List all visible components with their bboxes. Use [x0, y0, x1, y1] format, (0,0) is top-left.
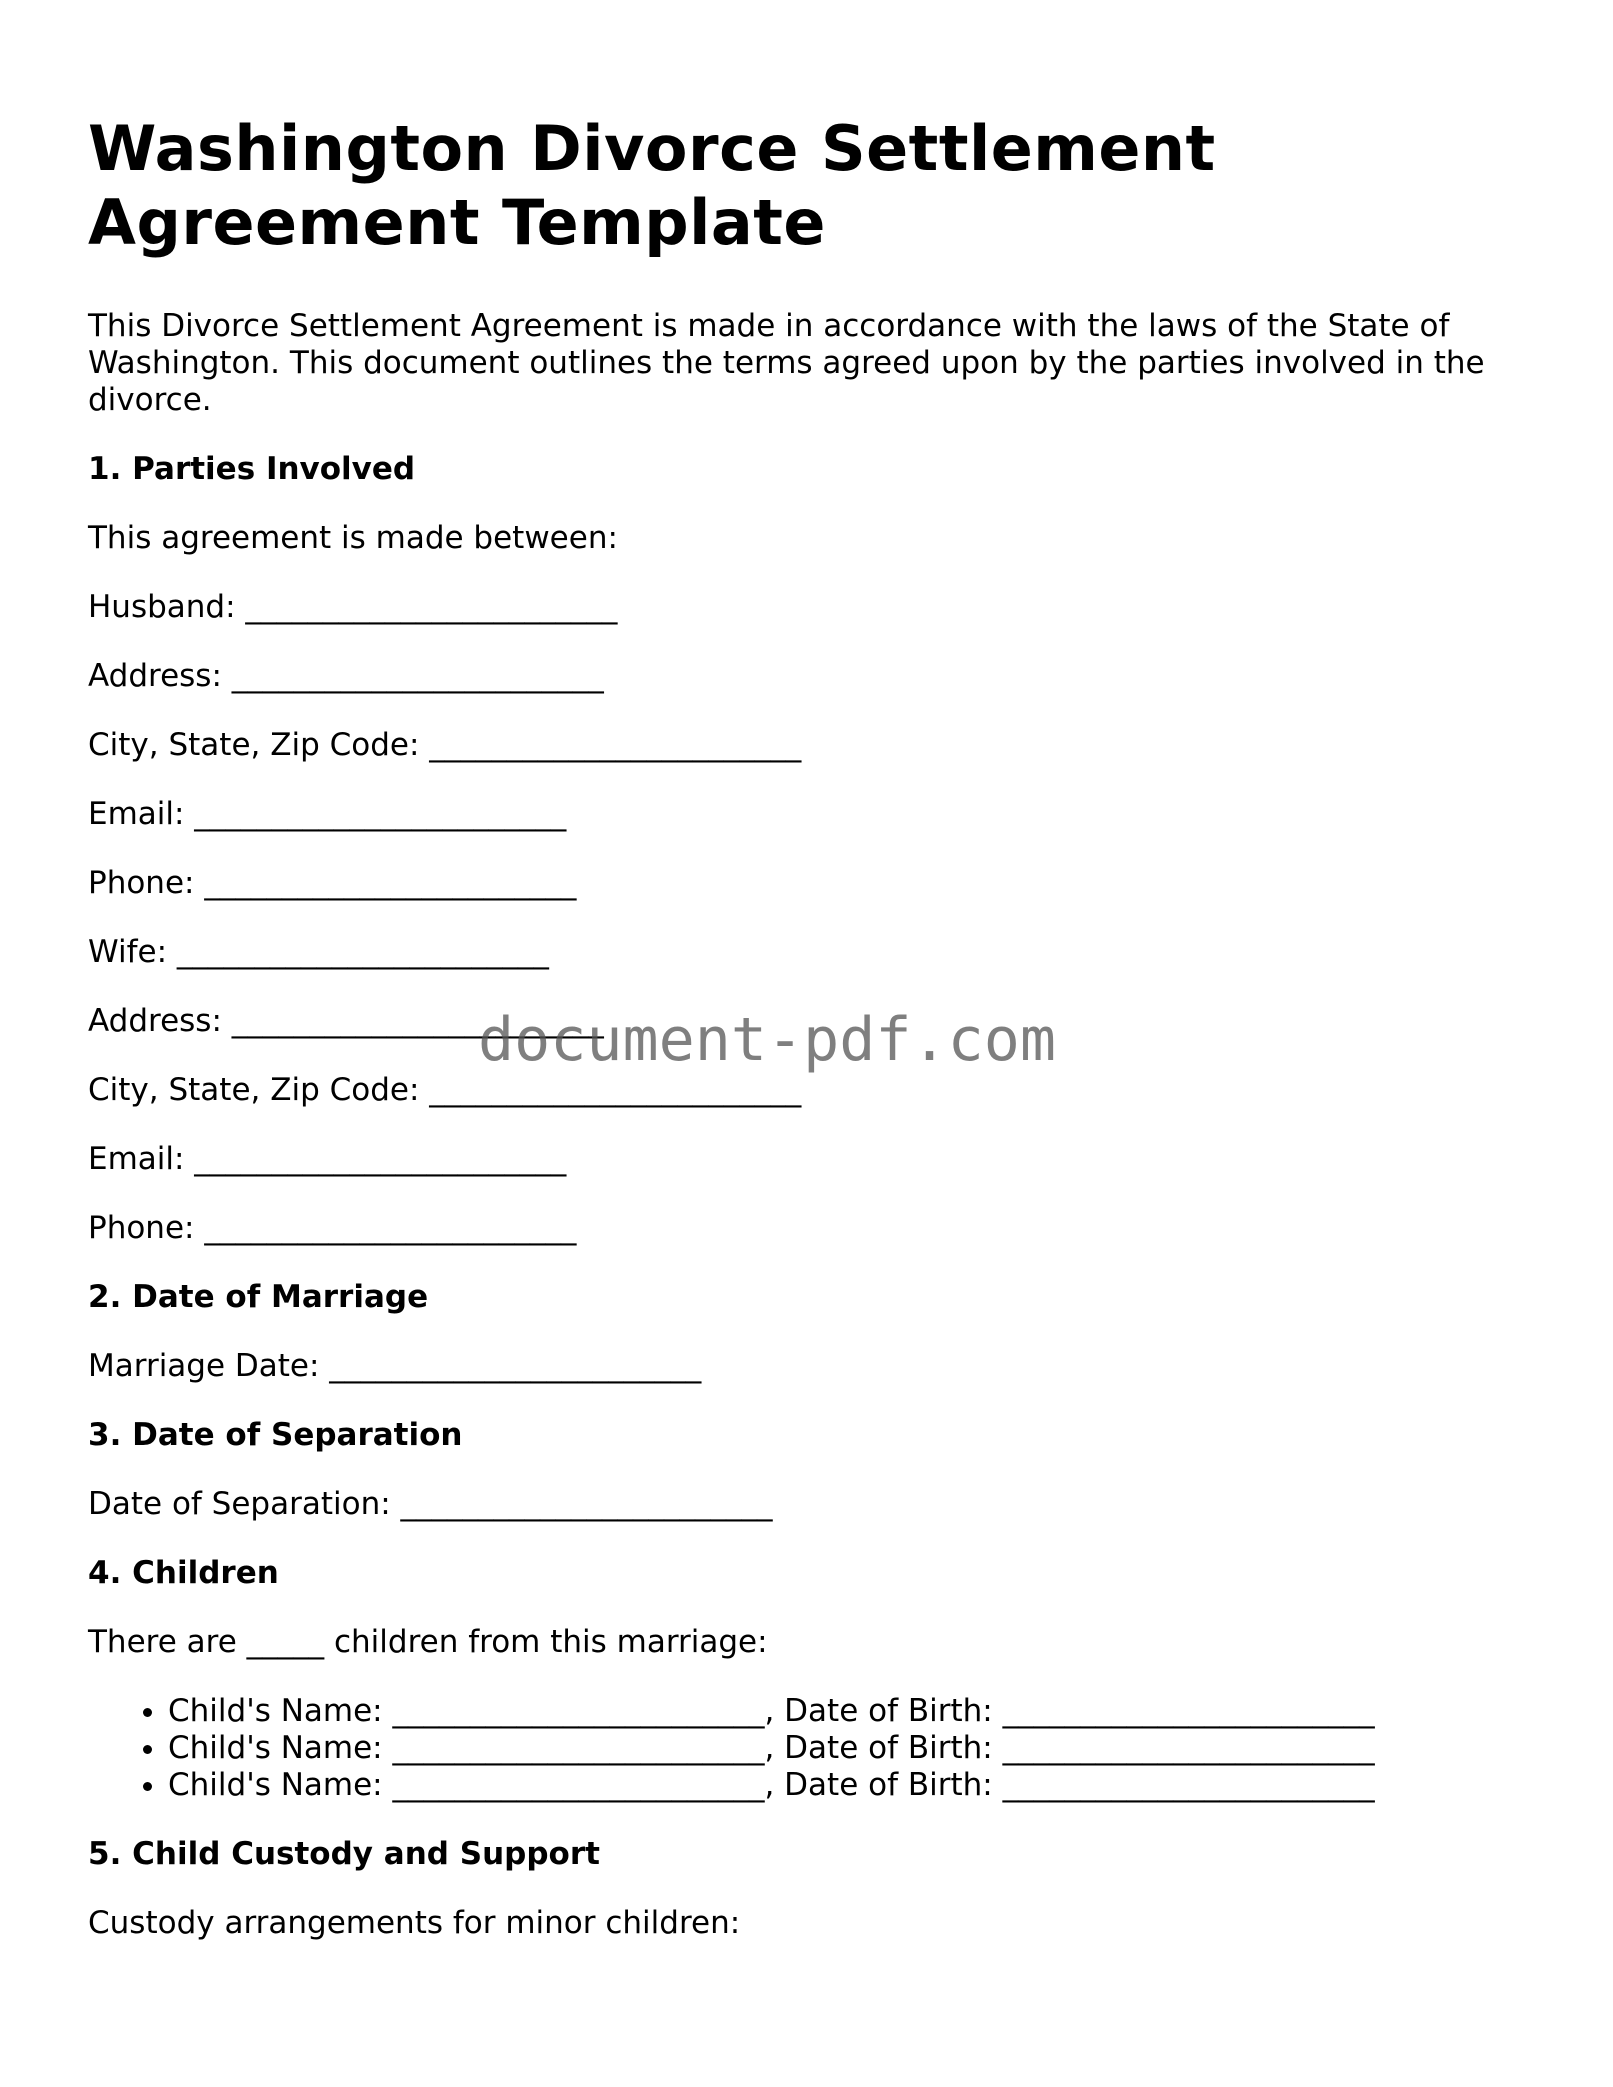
section-heading-separation: 3. Date of Separation	[88, 1417, 463, 1453]
section-heading-custody: 5. Child Custody and Support	[88, 1836, 600, 1872]
watermark-text: document-pdf.com	[478, 1005, 1056, 1075]
separation-date-field[interactable]: Date of Separation: ________________________	[88, 1486, 773, 1522]
wife-email-field[interactable]: Email: ________________________	[88, 1141, 567, 1177]
husband-phone-field[interactable]: Phone: ________________________	[88, 865, 577, 901]
section-heading-marriage: 2. Date of Marriage	[88, 1279, 429, 1315]
children-list	[88, 1693, 1528, 1804]
children-count-text: There are _____ children from this marriage:	[88, 1624, 768, 1660]
wife-name-field[interactable]: Wife: ________________________	[88, 934, 549, 970]
child-list-item[interactable]: • Child's Name: ________________________, Date of Birth: ________________________	[168, 1693, 1528, 1730]
section-heading-parties: 1. Parties Involved	[88, 451, 416, 487]
husband-name-field[interactable]: Husband: ________________________	[88, 589, 618, 625]
intro-paragraph: This Divorce Settlement Agreement is made in accordance with the laws of the State of Washington. This document outlines the terms agreed upon by the parties involved in the divorce.	[88, 308, 1485, 418]
wife-city-state-zip-field[interactable]: City, State, Zip Code: ________________________	[88, 1072, 802, 1108]
parties-intro: This agreement is made between:	[88, 520, 618, 556]
wife-phone-field[interactable]: Phone: ________________________	[88, 1210, 577, 1246]
husband-email-field[interactable]: Email: ________________________	[88, 796, 567, 832]
marriage-date-field[interactable]: Marriage Date: ________________________	[88, 1348, 702, 1384]
section-heading-children: 4. Children	[88, 1555, 279, 1591]
document-title: Washington Divorce Settlement Agreement Template	[88, 112, 1216, 259]
child-list-item[interactable]: • Child's Name: ________________________, Date of Birth: ________________________	[168, 1730, 1528, 1767]
child-list-item[interactable]: • Child's Name: ________________________, Date of Birth: ________________________	[168, 1767, 1528, 1804]
document-page	[88, 112, 1528, 1974]
wife-address-field[interactable]: Address: ________________________	[88, 1003, 604, 1039]
husband-city-state-zip-field[interactable]: City, State, Zip Code: ________________________	[88, 727, 802, 763]
custody-text: Custody arrangements for minor children:	[88, 1905, 741, 1941]
husband-address-field[interactable]: Address: ________________________	[88, 658, 604, 694]
